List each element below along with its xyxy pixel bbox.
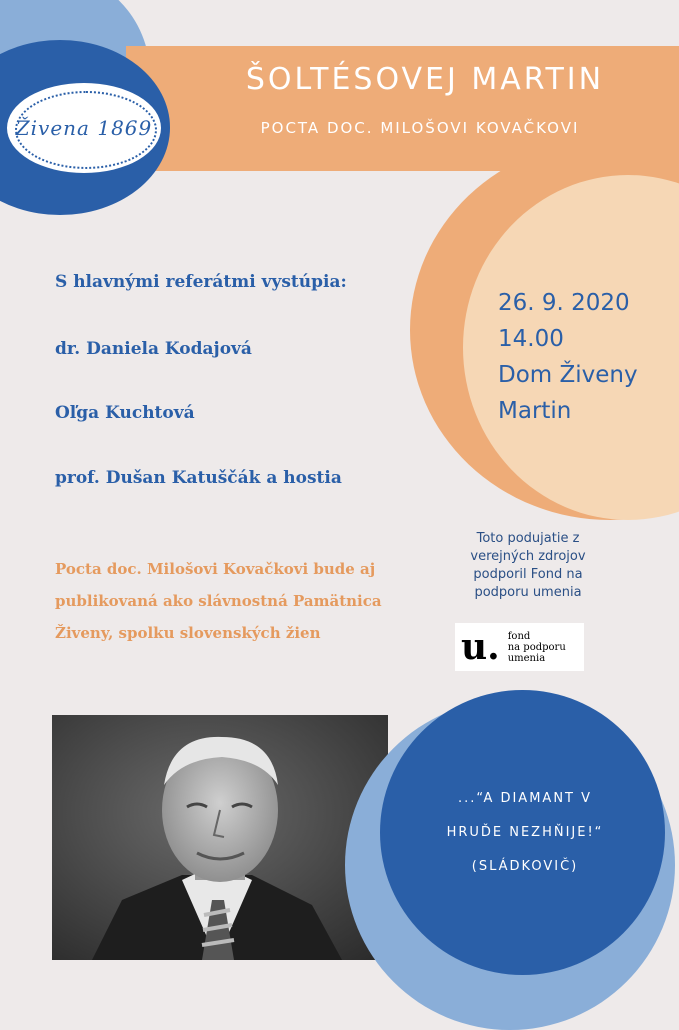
fond-na-podporu-umenia-logo: [455, 623, 584, 671]
speaker-item: dr. Daniela Kodajová: [55, 339, 252, 359]
speaker-item: Oľga Kuchtová: [55, 403, 195, 423]
support-line: Toto podujatie z: [476, 531, 580, 546]
event-time: 14.00: [498, 326, 564, 352]
support-line: podporil Fond na: [473, 567, 583, 582]
portrait-illustration: [52, 715, 388, 960]
support-note: [448, 530, 608, 602]
fund-logo-line: na podporu: [507, 641, 566, 653]
zivena-logo: [4, 80, 164, 176]
event-info: [498, 285, 638, 429]
fund-logo-letter: u.: [461, 626, 500, 668]
logo-text: Živena 1869: [15, 116, 153, 140]
page-title: ŠOLTÉSOVEJ MARTIN: [245, 62, 605, 97]
publication-line: publikovaná ako slávnostná Pamätnica: [55, 592, 382, 610]
speaker-item: prof. Dušan Katuščák a hostia: [55, 468, 342, 488]
support-line: podporu umenia: [474, 585, 582, 600]
fund-logo-line: umenia: [507, 652, 546, 664]
publication-line: Pocta doc. Milošovi Kovačkovi bude aj: [55, 560, 376, 578]
quote-attribution: (SLÁDKOVIČ): [471, 859, 579, 874]
event-date: 26. 9. 2020: [498, 290, 630, 316]
quote-line: ...“A DIAMANT V: [457, 791, 593, 806]
publication-note: [55, 553, 435, 649]
portrait-photo: [52, 715, 388, 960]
page-subtitle: POCTA DOC. MILOŠOVI KOVAČKOVI: [260, 119, 580, 137]
fund-logo-line: fond: [507, 630, 531, 642]
logo-border: [15, 91, 157, 169]
quote: [400, 782, 650, 884]
speakers-heading: S hlavnými referátmi vystúpia:: [55, 272, 347, 292]
event-place: Dom Živeny: [498, 362, 638, 388]
publication-line: Živeny, spolku slovenských žien: [55, 624, 321, 642]
fund-logo-text: [508, 631, 566, 664]
quote-line: HRUĎE NEZHŇIJE!“: [446, 825, 604, 840]
event-city: Martin: [498, 398, 572, 424]
support-line: verejných zdrojov: [470, 549, 586, 564]
